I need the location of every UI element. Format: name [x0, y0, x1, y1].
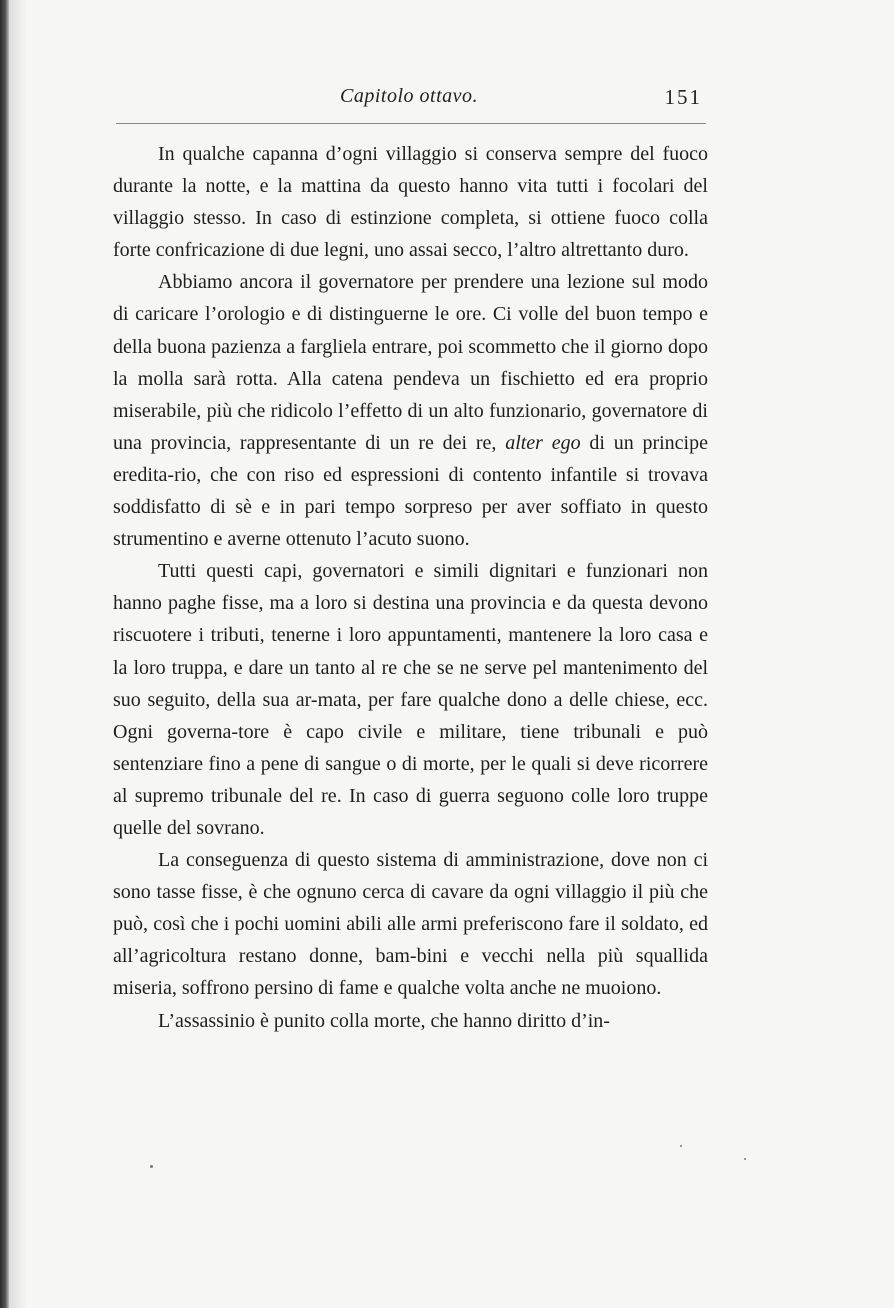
running-head	[112, 85, 712, 115]
paragraph-4: La conseguenza di questo sistema di amministrazione, dove non ci sono tasse fisse, è che ognuno cerca di cavare da ogni villaggio il più che può, così che i pochi uomini abili alle armi preferiscono fare il soldato, ed all’agricoltura restano donne, bam-bini e vecchi nella più squallida miseria, soffrono persino di fame e qualche volta anche ne muoiono.	[113, 849, 708, 1000]
page-number: 151	[664, 85, 702, 109]
paragraph-3: Tutti questi capi, governatori e simili dignitari e funzionari non hanno paghe fisse, ma a loro si destina una provincia e da questa devono riscuotere i tributi, tenerne i loro appuntamenti, mantenere la loro casa e la loro truppa, e dare un tanto al re che se ne serve pel mantenimento del suo seguito, della sua ar-mata, per fare qualche dono a delle chiese, ecc. Ogni governa-tore è capo civile e militare, tiene tribunali e può sentenziare fino a pene di sangue o di morte, per le quali si deve ricorrere al supremo tribunale del re. In caso di guerra seguono colle loro truppe quelle del sovrano.	[113, 560, 708, 839]
header-rule	[116, 123, 706, 124]
italic-phrase: alter ego	[505, 431, 581, 454]
text-body	[113, 138, 708, 1037]
paragraph-2	[113, 266, 708, 555]
paragraph-1: In qualche capanna d’ogni villaggio si conserva sempre del fuoco durante la notte, e la mattina da questo hanno vita tutti i focolari del villaggio stesso. In caso di estinzione completa, si ottiene fuoco colla forte confricazione di due legni, uno assai secco, l’altro altrettanto duro.	[113, 143, 708, 262]
paragraph-2-part-2: di un principe eredita-rio, che con riso ed espressioni di contento infantile si trovava soddisfatto di sè e in pari tempo sorpreso per aver soffiato in questo strumentino e averne ottenuto l’acuto suono.	[113, 431, 708, 551]
paper-speck	[680, 1145, 682, 1147]
page-binding-edge	[0, 0, 9, 1308]
paragraph-2-part-1: Abbiamo ancora il governatore per prendere una lezione sul modo di caricare l’orologio e di distinguerne le ore. Ci volle del buon tempo e della buona pazienza a fargliela entrare, poi scommetto che il giorno dopo la molla sarà rotta. Alla catena pendeva un fischietto ed era proprio miserabile, più che ridicolo l’effetto di un alto funzionario, governatore di una provincia, rappresentante di un re dei re,	[113, 271, 708, 454]
page-binding-shadow	[9, 0, 27, 1308]
paragraph-5: L’assassinio è punito colla morte, che hanno diritto d’in-	[158, 1009, 610, 1032]
paper-speck	[744, 1158, 746, 1160]
paper-speck	[150, 1165, 153, 1168]
running-title: Capitolo ottavo.	[340, 85, 478, 107]
